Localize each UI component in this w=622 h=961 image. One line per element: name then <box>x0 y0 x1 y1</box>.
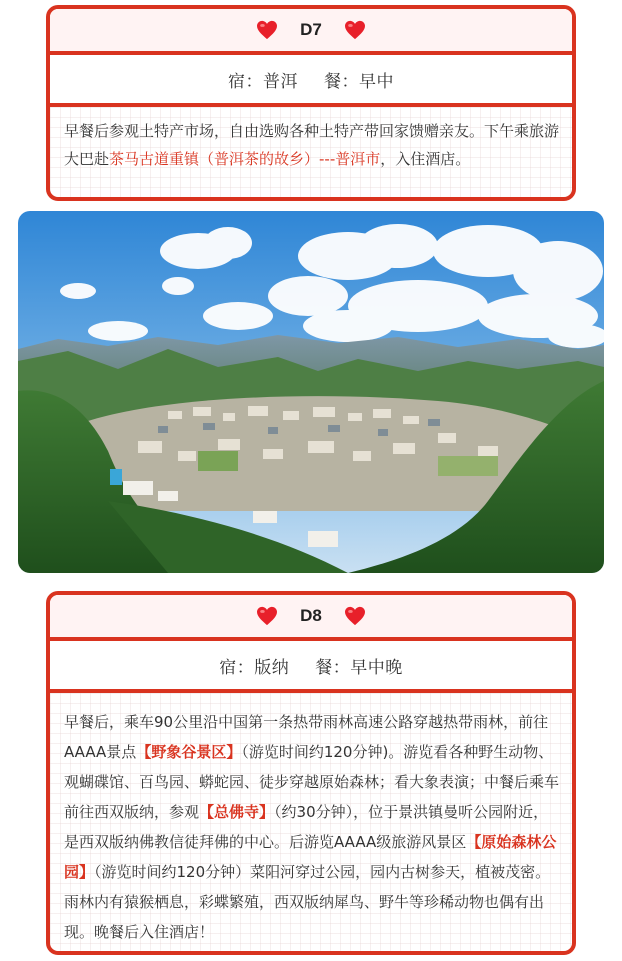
divider <box>50 637 572 641</box>
day8-description <box>50 693 572 951</box>
day7-description <box>50 107 572 197</box>
day8-highlight-main-temple: 【总佛寺】 <box>199 803 275 821</box>
day7-stay: 宿：普洱 <box>228 71 298 92</box>
day7-desc-highlight: 茶马古道重镇（普洱茶的故乡）---普洱市 <box>109 150 381 168</box>
day8-title: D8 <box>300 606 322 625</box>
day7-title: D7 <box>300 20 322 39</box>
heart-icon <box>256 20 278 40</box>
day8-meals: 餐：早中晚 <box>315 657 403 678</box>
day7-card <box>46 5 576 201</box>
day7-desc-text-end: ，入住酒店。 <box>380 150 471 168</box>
panorama-photo <box>18 211 604 573</box>
day7-meals: 餐：早中 <box>324 71 394 92</box>
day7-desc-text: 早餐后参观土特产市场，自由选购各种土特产带回家馈赠亲友。下午乘旅游大巴赴 <box>64 122 560 168</box>
landscape-image <box>18 211 604 573</box>
day8-desc-text: 早餐后，乘车90公里沿中国第一条热带雨林高速公路穿越热带雨林，前往AAAA景点 <box>64 713 549 761</box>
heart-icon <box>344 20 366 40</box>
day8-stay: 宿：版纳 <box>219 657 290 678</box>
day8-title-bar <box>50 595 572 637</box>
heart-icon <box>344 606 366 626</box>
day8-highlight-wild-elephant-valley: 【野象谷景区】 <box>136 743 242 761</box>
divider <box>50 51 572 55</box>
day7-title-bar <box>50 9 572 51</box>
day8-desc-text: （游览时间约120分钟）菜阳河穿过公园，园内古树参天，植被茂密。雨林内有猿猴栖息，彩蝶繁殖，西双版纳犀鸟、野牛等珍稀动物也偶有出现。晚餐后入住酒店！ <box>64 863 551 941</box>
day8-desc-text: （约30分钟），位于景洪镇曼听公园附近，是西双版纳佛教信徒拜佛的中心。后游览AAAA级旅游风景区 <box>64 803 549 851</box>
day8-lodging-meals <box>50 643 572 687</box>
day8-desc-text: （游览时间约120分钟)。游览看各种野生动物、观蝴碟馆、百鸟园、蟒蛇园、徒步穿越原始森林；看大象表演；中餐后乘车前往西双版纳，参观 <box>64 743 560 821</box>
day8-card <box>46 591 576 955</box>
day7-lodging-meals <box>50 57 572 101</box>
heart-icon <box>256 606 278 626</box>
day8-highlight-forest-park: 【原始森林公园】 <box>64 833 557 881</box>
